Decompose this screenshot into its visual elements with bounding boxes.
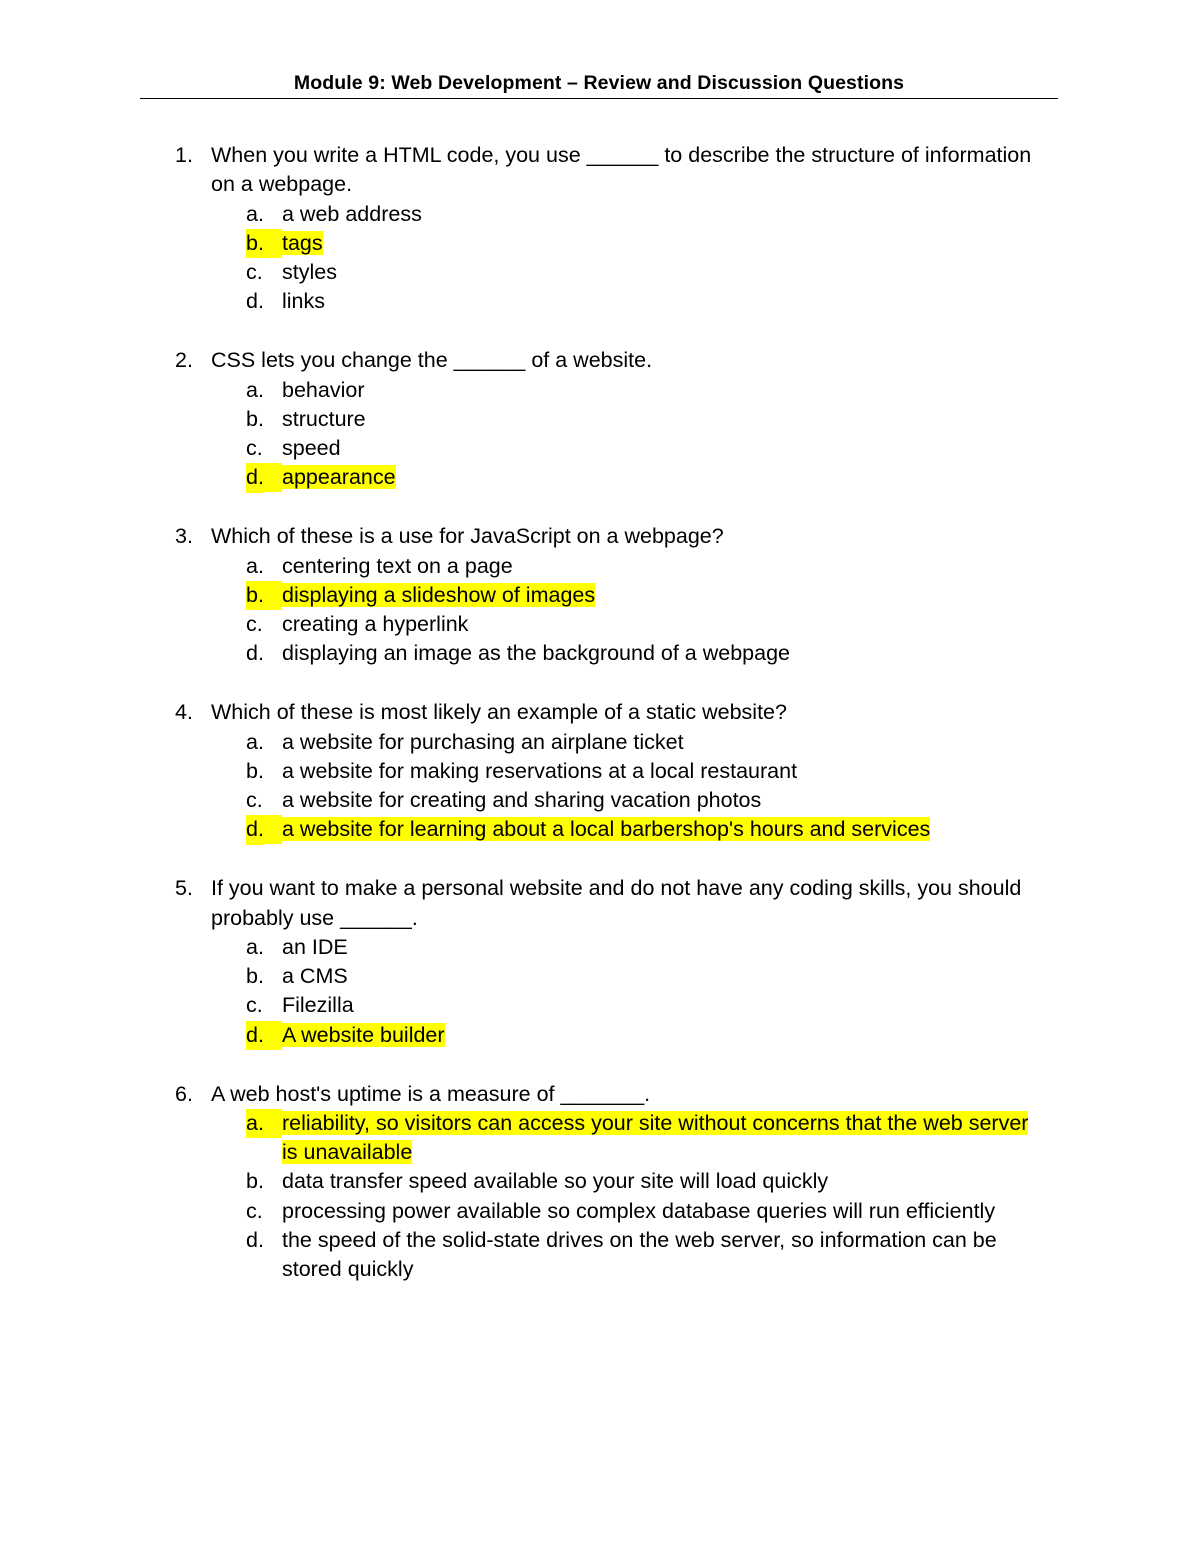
- option-c: [0, 610, 1200, 639]
- option-text: behavior: [282, 377, 365, 402]
- option-letter: c.: [246, 993, 263, 1018]
- option-letter: a.: [246, 201, 264, 226]
- option-text: reliability, so visitors can access your site without concerns that the web server is unavailable: [282, 1110, 1029, 1165]
- page-title: Module 9: Web Development – Review and Discussion Questions: [293, 72, 905, 94]
- question-text: When you write a HTML code, you use ______ to describe the structure of information on a webpage.: [211, 143, 1032, 197]
- option-list: [0, 933, 1200, 1050]
- option-letter: b.: [246, 406, 264, 431]
- question-text: Which of these is most likely an example of a static website?: [211, 700, 787, 725]
- question-1: [0, 141, 1200, 317]
- option-text: speed: [282, 436, 341, 461]
- option-text: creating a hyperlink: [282, 612, 469, 637]
- option-letter: a.: [246, 934, 264, 959]
- option-letter: d.: [246, 289, 264, 314]
- option-text: data transfer speed available so your site will load quickly: [282, 1169, 829, 1194]
- option-letter: b.: [246, 229, 264, 258]
- option-letter: d.: [246, 815, 264, 844]
- option-c: [0, 786, 1200, 815]
- option-text: a website for making reservations at a local restaurant: [282, 758, 798, 783]
- option-c: [0, 434, 1200, 463]
- option-text: displaying a slideshow of images: [282, 582, 596, 607]
- option-letter: c.: [246, 260, 263, 285]
- option-letter: b.: [246, 581, 264, 610]
- option-a-correct: [0, 1109, 1200, 1168]
- option-list: [0, 200, 1200, 317]
- question-2: [0, 346, 1200, 492]
- option-a: [0, 200, 1200, 229]
- option-text: appearance: [282, 465, 396, 490]
- option-b: [0, 405, 1200, 434]
- option-a: [0, 552, 1200, 581]
- option-text: centering text on a page: [282, 553, 513, 578]
- question-list: [0, 141, 1200, 1314]
- option-b: [0, 757, 1200, 786]
- option-text: Filezilla: [282, 993, 354, 1018]
- option-text: a website for learning about a local barbershop's hours and services: [282, 817, 931, 842]
- option-a: [0, 728, 1200, 757]
- option-letter: d.: [246, 641, 264, 666]
- option-c: [0, 1197, 1200, 1226]
- option-text: a website for purchasing an airplane ticket: [282, 729, 684, 754]
- option-letter: a.: [246, 729, 264, 754]
- option-text: links: [282, 289, 326, 314]
- option-b-correct: [0, 581, 1200, 610]
- option-list: [0, 1109, 1200, 1285]
- title-underline: [140, 98, 1058, 99]
- option-a: [0, 376, 1200, 405]
- question-4: [0, 698, 1200, 844]
- option-letter: b.: [246, 1169, 264, 1194]
- question-number: 4.: [175, 700, 193, 725]
- option-letter: c.: [246, 788, 263, 813]
- option-text: structure: [282, 406, 366, 431]
- option-letter: a.: [246, 377, 264, 402]
- option-letter: a.: [246, 553, 264, 578]
- option-text: tags: [282, 230, 323, 255]
- option-letter: a.: [246, 1109, 264, 1138]
- option-b: [0, 962, 1200, 991]
- question-text: CSS lets you change the ______ of a website.: [211, 348, 653, 373]
- option-text: displaying an image as the background of a webpage: [282, 641, 790, 666]
- question-text: If you want to make a personal website and do not have any coding skills, you should probably use ______.: [211, 876, 1022, 930]
- option-d: [0, 1226, 1200, 1285]
- option-list: [0, 728, 1200, 845]
- option-text: an IDE: [282, 934, 348, 959]
- option-letter: b.: [246, 964, 264, 989]
- question-number: 1.: [175, 143, 193, 167]
- option-b-correct: [0, 229, 1200, 258]
- option-text: a website for creating and sharing vacation photos: [282, 788, 762, 813]
- option-c: [0, 991, 1200, 1020]
- option-letter: c.: [246, 436, 263, 461]
- option-text: processing power available so complex database queries will run efficiently: [282, 1198, 996, 1223]
- option-c: [0, 258, 1200, 287]
- question-number: 5.: [175, 876, 193, 901]
- option-text: A website builder: [282, 1022, 445, 1047]
- option-d-correct: [0, 815, 1200, 844]
- option-text: a web address: [282, 201, 422, 226]
- question-3: [0, 522, 1200, 668]
- option-b: [0, 1167, 1200, 1196]
- option-letter: d.: [246, 1228, 264, 1252]
- option-d: [0, 287, 1200, 316]
- option-letter: d.: [246, 1021, 264, 1050]
- option-d: [0, 639, 1200, 668]
- option-list: [0, 376, 1200, 493]
- question-number: 6.: [175, 1081, 193, 1106]
- question-text: A web host's uptime is a measure of _______.: [211, 1081, 651, 1106]
- option-list: [0, 552, 1200, 669]
- option-letter: c.: [246, 612, 263, 637]
- option-d-correct: [0, 1021, 1200, 1050]
- option-text: a CMS: [282, 964, 348, 989]
- option-letter: c.: [246, 1198, 263, 1223]
- question-text: Which of these is a use for JavaScript on a webpage?: [211, 524, 724, 549]
- option-text: the speed of the solid-state drives on the web server, so information can be stored quickly: [282, 1228, 997, 1282]
- question-number: 3.: [175, 524, 193, 549]
- option-text: styles: [282, 260, 337, 285]
- option-a: [0, 933, 1200, 962]
- option-letter: d.: [246, 463, 264, 492]
- option-d-correct: [0, 463, 1200, 492]
- question-5: [0, 874, 1200, 1050]
- question-6: [0, 1080, 1200, 1285]
- question-number: 2.: [175, 348, 193, 373]
- option-letter: b.: [246, 758, 264, 783]
